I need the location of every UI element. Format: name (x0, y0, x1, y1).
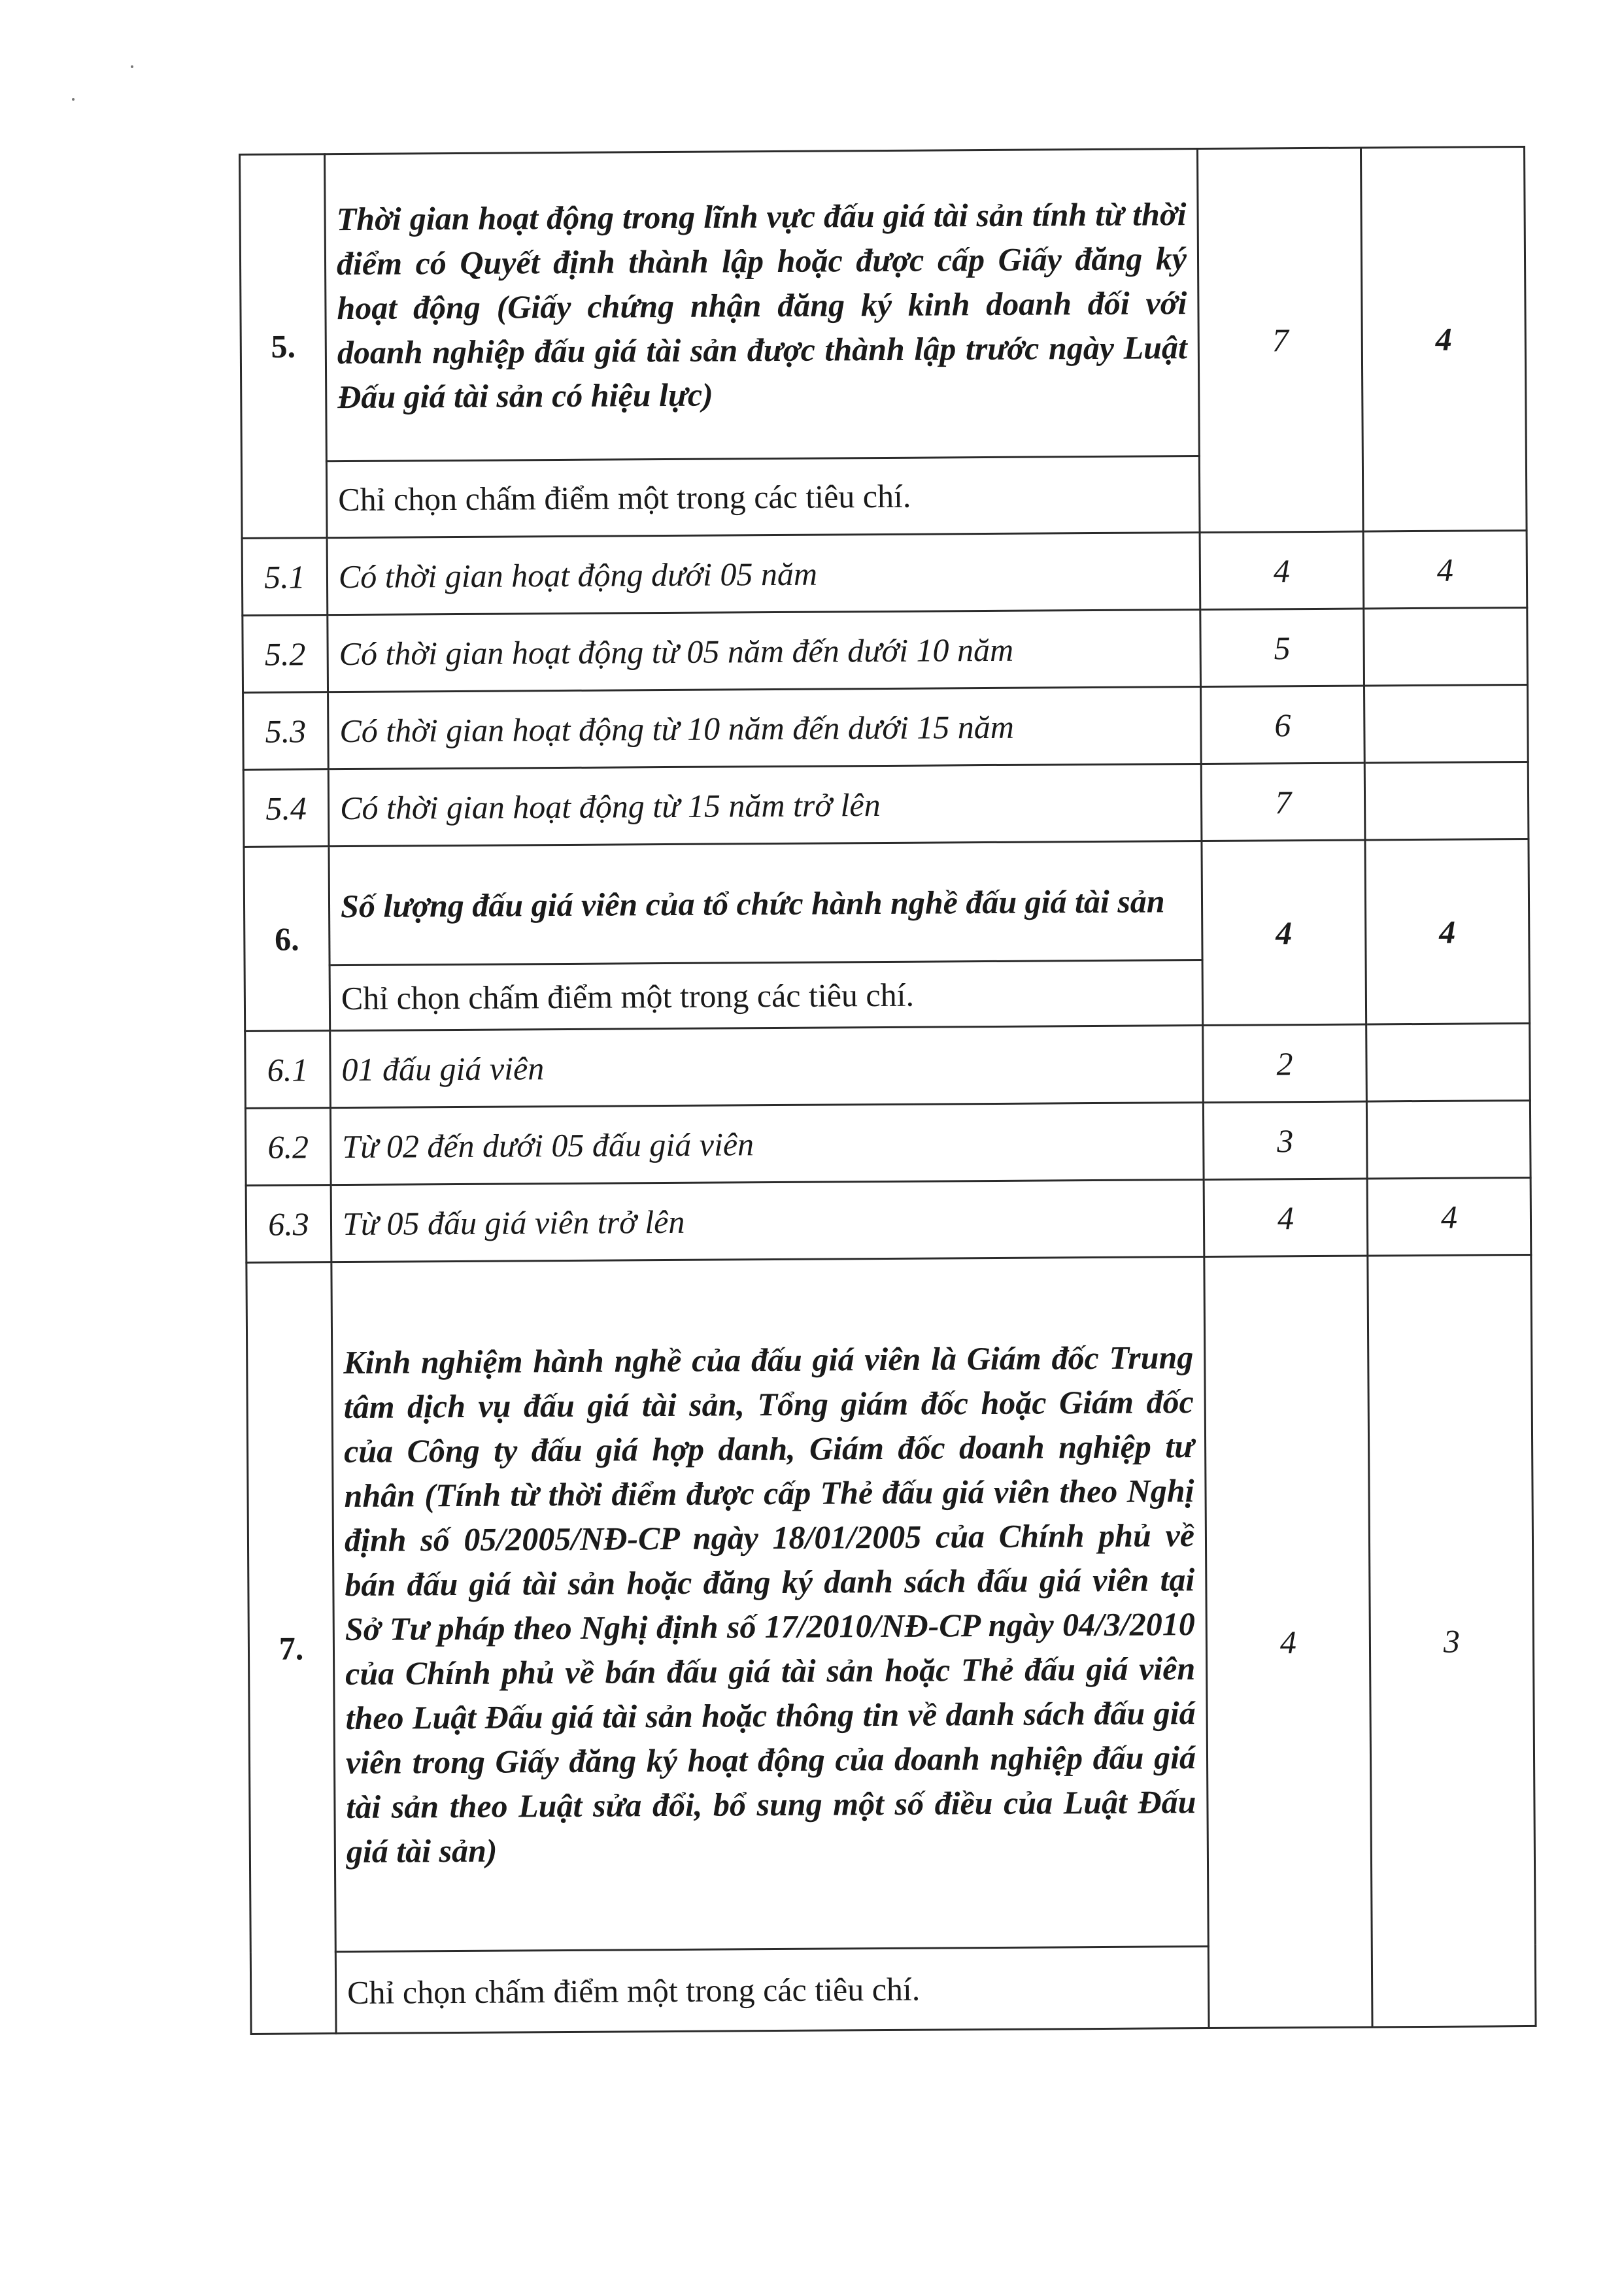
sub-criterion-number: 5.1 (242, 538, 328, 616)
table-row (245, 1100, 1531, 1185)
max-score: 4 (1204, 1179, 1368, 1257)
max-score: 4 (1202, 840, 1366, 1026)
max-score: 5 (1200, 609, 1364, 687)
criterion-title: Số lượng đấu giá viên của tổ chức hành nghề đấu giá tài sản (329, 841, 1202, 966)
table-row (246, 1177, 1531, 1262)
sub-criterion-number: 6.1 (245, 1031, 331, 1109)
table-row (246, 1254, 1535, 1952)
table-row (243, 762, 1529, 847)
awarded-score: 4 (1361, 146, 1527, 531)
table-row (245, 1023, 1531, 1108)
awarded-score (1366, 1023, 1531, 1101)
table-row (240, 146, 1527, 462)
max-score: 4 (1204, 1256, 1372, 2028)
criterion-number: 7. (246, 1262, 336, 2034)
scan-speck (72, 98, 75, 101)
awarded-score: 4 (1363, 530, 1527, 609)
sub-criterion-number: 6.3 (246, 1185, 331, 1263)
max-score: 7 (1201, 763, 1365, 841)
sub-criterion-text: Từ 02 đến dưới 05 đấu giá viên (330, 1103, 1204, 1185)
sub-criterion-number: 6.2 (245, 1108, 331, 1186)
table-row (243, 684, 1529, 769)
max-score: 2 (1203, 1024, 1367, 1103)
awarded-score: 4 (1365, 839, 1530, 1024)
sub-criterion-text: Có thời gian hoạt động dưới 05 năm (327, 533, 1200, 615)
criterion-note: Chỉ chọn chấm điểm một trong các tiêu chí. (335, 1946, 1209, 2033)
awarded-score: 4 (1367, 1177, 1531, 1256)
sub-criterion-text: Có thời gian hoạt động từ 15 năm trở lên (328, 764, 1202, 847)
table-row (242, 530, 1527, 615)
max-score: 7 (1197, 148, 1363, 533)
awarded-score (1364, 684, 1529, 763)
table-row (244, 839, 1529, 966)
scan-speck (131, 65, 133, 68)
criterion-note: Chỉ chọn chấm điểm một trong các tiêu chí. (326, 456, 1200, 538)
max-score: 3 (1203, 1101, 1367, 1180)
sub-criterion-number: 5.2 (243, 615, 328, 693)
sub-criterion-number: 5.3 (243, 692, 329, 770)
awarded-score (1366, 1100, 1531, 1179)
criterion-title: Thời gian hoạt động trong lĩnh vực đấu giá tài sản tính từ thời điểm có Quyết định thành lập hoặc được cấp Giấy đăng ký hoạt động (Giấy chứng nhận đăng ký kinh doanh đối với doanh nghiệp đấu giá tài sản được thành lập trước ngày Luật Đấu giá tài sản có hiệu lực) (325, 149, 1200, 462)
sub-criterion-text: Từ 05 đấu giá viên trở lên (331, 1180, 1204, 1262)
awarded-score: 3 (1368, 1254, 1536, 2027)
max-score: 4 (1200, 531, 1364, 610)
criterion-title: Kinh nghiệm hành nghề của đấu giá viên là Giám đốc Trung tâm dịch vụ đấu giá tài sản, Tổng giám đốc hoặc Giám đốc của Công ty đấu giá hợp danh, Giám đốc doanh nghiệp tư nhân (Tính từ thời điểm được cấp Thẻ đấu giá viên theo Nghị định số 05/2005/NĐ-CP ngày 18/01/2005 của Chính phủ về bán đấu giá tài sản hoặc đăng ký danh sách đấu giá viên tại Sở Tư pháp theo Nghị định số 17/2010/NĐ-CP ngày 04/3/2010 của Chính phủ về bán đấu giá tài sản hoặc Thẻ đấu giá viên theo Luật Đấu giá tài sản hoặc thông tin về danh sách đấu giá viên trong Giấy đăng ký hoạt động của doanh nghiệp đấu giá tài sản theo Luật sửa đổi, bổ sung một số điều của Luật Đấu giá tài sản) (331, 1257, 1208, 1952)
criterion-number: 6. (244, 847, 330, 1032)
table-row (243, 607, 1528, 692)
criterion-note: Chỉ chọn chấm điểm một trong các tiêu chí. (330, 960, 1203, 1031)
max-score: 6 (1201, 686, 1365, 764)
awarded-score (1364, 762, 1529, 840)
criteria-table (239, 146, 1537, 2035)
sub-criterion-text: 01 đấu giá viên (330, 1026, 1204, 1108)
sub-criterion-text: Có thời gian hoạt động từ 10 năm đến dưới 15 năm (328, 687, 1202, 769)
sub-criterion-number: 5.4 (243, 769, 329, 847)
criterion-number: 5. (240, 154, 328, 539)
sub-criterion-text: Có thời gian hoạt động từ 05 năm đến dưới 10 năm (328, 610, 1201, 692)
awarded-score (1364, 607, 1528, 686)
